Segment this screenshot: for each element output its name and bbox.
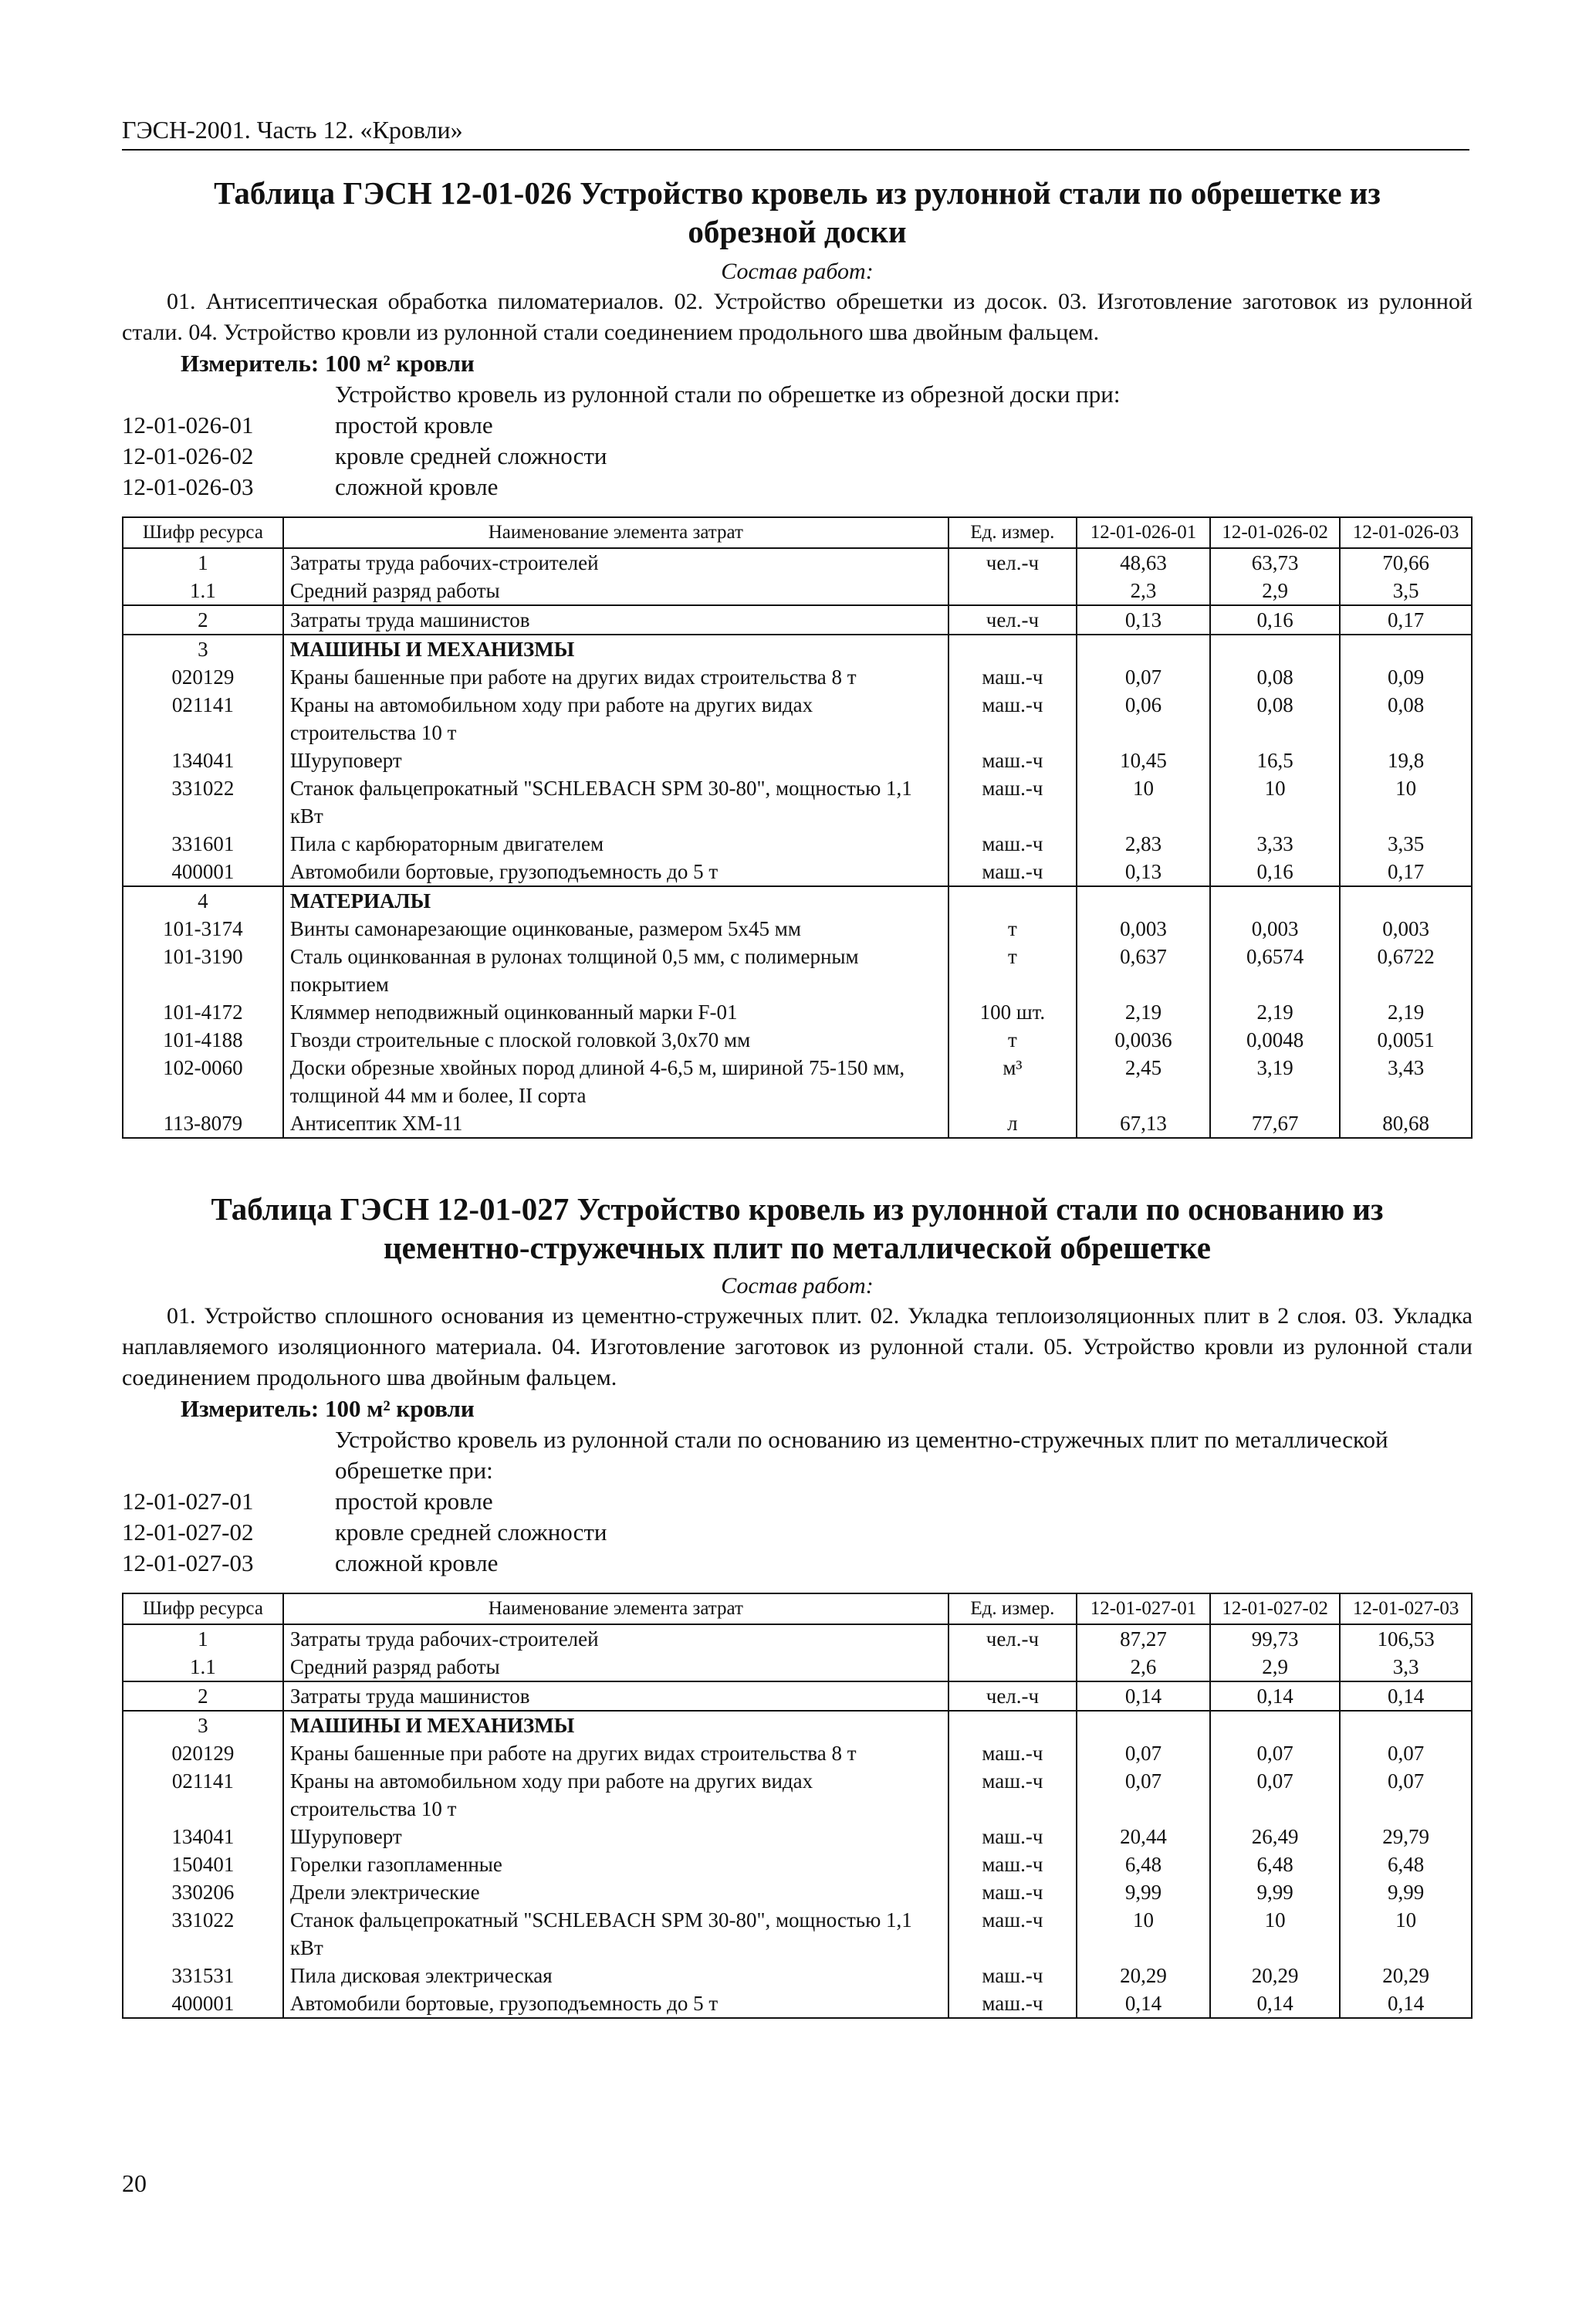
composition-label: Состав работ: — [721, 259, 874, 284]
col-header-unit: Ед. измер. — [948, 1593, 1077, 1624]
cell-resource-code: 1.1 — [123, 1653, 283, 1681]
cell-variant-2: 0,08 — [1210, 663, 1340, 691]
variant-item — [122, 410, 1473, 441]
document-page — [122, 116, 1473, 2019]
cell-variant-1: 0,13 — [1077, 605, 1210, 635]
cell-variant-3: 2,19 — [1340, 998, 1472, 1026]
cell-variant-2 — [1210, 635, 1340, 663]
cell-resource-code: 134041 — [123, 1823, 283, 1850]
cell-resource-code: 1 — [123, 1624, 283, 1653]
cell-variant-3 — [1340, 635, 1472, 663]
col-header-variant-1: 12-01-027-01 — [1077, 1593, 1210, 1624]
variant-label: кровле средней сложности — [335, 442, 607, 469]
col-header-name: Наименование элемента затрат — [283, 517, 948, 548]
variant-item — [122, 472, 1473, 503]
variant-list — [122, 410, 1473, 503]
cell-resource-code: 101-4188 — [123, 1026, 283, 1054]
table-row — [123, 1823, 1472, 1850]
table-row — [123, 1653, 1472, 1681]
table-row — [123, 747, 1472, 774]
table-row — [123, 663, 1472, 691]
cell-resource-code: 1.1 — [123, 577, 283, 605]
running-header: ГЭСН-2001. Часть 12. «Кровли» — [122, 116, 1469, 151]
cell-cost-element: МАШИНЫ И МЕХАНИЗМЫ — [283, 1711, 948, 1739]
variant-item — [122, 1486, 1473, 1517]
cell-variant-3: 0,14 — [1340, 1681, 1472, 1711]
section-title — [122, 1190, 1473, 1267]
cell-variant-3: 0,0051 — [1340, 1026, 1472, 1054]
cell-variant-1: 10,45 — [1077, 747, 1210, 774]
cell-variant-1: 0,13 — [1077, 858, 1210, 886]
cell-unit: маш.-ч — [948, 858, 1077, 886]
cell-variant-2: 6,48 — [1210, 1850, 1340, 1878]
variant-code: 12-01-026-01 — [122, 411, 254, 438]
cell-cost-element: МАТЕРИАЛЫ — [283, 886, 948, 915]
cell-resource-code: 3 — [123, 1711, 283, 1739]
cell-variant-1: 20,29 — [1077, 1962, 1210, 1989]
meter: Измеритель: 100 м² кровли — [181, 1395, 475, 1422]
composition-text: 01. Антисептическая обработка пиломатериалов. 02. Устройство обрешетки из досок. 03. Изготовление заготовок из рулонной стали. 04. Устройство кровли из рулонной стали соединением продольного шва двойным фальцем. — [122, 289, 1473, 345]
table-row — [123, 915, 1472, 943]
table-header-row — [123, 517, 1472, 548]
cell-variant-2: 20,29 — [1210, 1962, 1340, 1989]
cell-unit — [948, 635, 1077, 663]
variant-item — [122, 441, 1473, 472]
col-header-variant-1: 12-01-026-01 — [1077, 517, 1210, 548]
section-title-line1: Таблица ГЭСН 12-01-027 Устройство кровель из рулонной стали по основанию из — [211, 1191, 1384, 1227]
table-row — [123, 1962, 1472, 1989]
table-row — [123, 1878, 1472, 1906]
cell-resource-code: 101-4172 — [123, 998, 283, 1026]
cell-variant-2: 2,19 — [1210, 998, 1340, 1026]
cell-cost-element: Средний разряд работы — [283, 577, 948, 605]
col-header-variant-3: 12-01-026-03 — [1340, 517, 1472, 548]
cell-variant-2: 0,6574 — [1210, 943, 1340, 998]
cell-resource-code: 331601 — [123, 830, 283, 858]
meter: Измеритель: 100 м² кровли — [181, 350, 475, 377]
section-title-line2: обрезной доски — [688, 214, 907, 249]
cell-variant-3: 0,14 — [1340, 1989, 1472, 2018]
cell-cost-element: Кляммер неподвижный оцинкованный марки F-01 — [283, 998, 948, 1026]
cell-variant-3 — [1340, 886, 1472, 915]
cell-variant-3: 70,66 — [1340, 548, 1472, 577]
cell-variant-3: 3,35 — [1340, 830, 1472, 858]
cell-variant-2: 63,73 — [1210, 548, 1340, 577]
cell-unit: т — [948, 1026, 1077, 1054]
cell-variant-2: 99,73 — [1210, 1624, 1340, 1653]
table-row — [123, 830, 1472, 858]
cell-unit: т — [948, 915, 1077, 943]
cell-unit: маш.-ч — [948, 747, 1077, 774]
cell-variant-1: 2,45 — [1077, 1054, 1210, 1109]
table-header-row — [123, 1593, 1472, 1624]
table-row — [123, 1989, 1472, 2018]
table-row — [123, 548, 1472, 577]
table-group-row — [123, 886, 1472, 915]
col-header-name: Наименование элемента затрат — [283, 1593, 948, 1624]
variant-label: простой кровле — [335, 1488, 493, 1515]
cell-variant-1: 2,3 — [1077, 577, 1210, 605]
variants-intro: Устройство кровель из рулонной стали по обрешетке из обрезной доски при: — [335, 381, 1121, 408]
cell-variant-3: 0,07 — [1340, 1739, 1472, 1767]
cell-cost-element: Шуруповерт — [283, 747, 948, 774]
cell-variant-2: 0,08 — [1210, 691, 1340, 747]
cell-cost-element: Автомобили бортовые, грузоподъемность до 5 т — [283, 1989, 948, 2018]
variant-code: 12-01-027-01 — [122, 1488, 254, 1515]
cell-unit — [948, 1711, 1077, 1739]
cell-variant-1: 0,06 — [1077, 691, 1210, 747]
cell-unit: чел.-ч — [948, 548, 1077, 577]
col-header-variant-2: 12-01-026-02 — [1210, 517, 1340, 548]
cell-cost-element: Краны башенные при работе на других видах строительства 8 т — [283, 1739, 948, 1767]
table-row — [123, 1026, 1472, 1054]
cell-variant-1: 2,6 — [1077, 1653, 1210, 1681]
cell-cost-element: Гвозди строительные с плоской головкой 3,0х70 мм — [283, 1026, 948, 1054]
cell-variant-2: 0,0048 — [1210, 1026, 1340, 1054]
table-row — [123, 1906, 1472, 1962]
cell-unit: чел.-ч — [948, 605, 1077, 635]
cell-resource-code: 330206 — [123, 1878, 283, 1906]
cell-variant-1 — [1077, 1711, 1210, 1739]
cell-variant-1: 0,0036 — [1077, 1026, 1210, 1054]
cell-variant-2: 10 — [1210, 1906, 1340, 1962]
table-row — [123, 577, 1472, 605]
col-header-unit: Ед. измер. — [948, 517, 1077, 548]
cell-cost-element: Краны на автомобильном ходу при работе на других видах строительства 10 т — [283, 1767, 948, 1823]
cell-variant-3: 0,6722 — [1340, 943, 1472, 998]
cell-variant-3: 0,07 — [1340, 1767, 1472, 1823]
cell-variant-1: 0,14 — [1077, 1681, 1210, 1711]
cell-unit: маш.-ч — [948, 774, 1077, 830]
cell-cost-element: Средний разряд работы — [283, 1653, 948, 1681]
table-row — [123, 1850, 1472, 1878]
cell-variant-2: 0,07 — [1210, 1767, 1340, 1823]
cell-variant-2: 9,99 — [1210, 1878, 1340, 1906]
table-group-row — [123, 1711, 1472, 1739]
cell-cost-element: Краны на автомобильном ходу при работе на других видах строительства 10 т — [283, 691, 948, 747]
col-header-code: Шифр ресурса — [123, 517, 283, 548]
section-title-line2: цементно-стружечных плит по металлической обрешетке — [384, 1230, 1211, 1265]
cell-variant-1: 0,07 — [1077, 663, 1210, 691]
cell-variant-2: 2,9 — [1210, 577, 1340, 605]
norms-table — [122, 516, 1473, 1139]
variant-code: 12-01-026-02 — [122, 442, 254, 469]
cell-cost-element: Затраты труда рабочих-строителей — [283, 548, 948, 577]
variant-label: сложной кровле — [335, 1549, 499, 1576]
cell-cost-element: Автомобили бортовые, грузоподъемность до 5 т — [283, 858, 948, 886]
cell-resource-code: 331531 — [123, 1962, 283, 1989]
col-header-variant-2: 12-01-027-02 — [1210, 1593, 1340, 1624]
cell-variant-3: 0,17 — [1340, 605, 1472, 635]
cell-resource-code: 020129 — [123, 1739, 283, 1767]
cell-resource-code: 2 — [123, 605, 283, 635]
section-title-line1: Таблица ГЭСН 12-01-026 Устройство кровель из рулонной стали по обрешетке из — [214, 175, 1381, 211]
cell-variant-1: 6,48 — [1077, 1850, 1210, 1878]
cell-resource-code: 331022 — [123, 1906, 283, 1962]
cell-resource-code: 134041 — [123, 747, 283, 774]
cell-unit: т — [948, 943, 1077, 998]
cell-cost-element: МАШИНЫ И МЕХАНИЗМЫ — [283, 635, 948, 663]
cell-variant-1: 48,63 — [1077, 548, 1210, 577]
cell-unit: маш.-ч — [948, 1878, 1077, 1906]
table-row — [123, 605, 1472, 635]
cell-variant-2: 2,9 — [1210, 1653, 1340, 1681]
cell-variant-2: 0,16 — [1210, 605, 1340, 635]
cell-variant-2 — [1210, 1711, 1340, 1739]
table-row — [123, 858, 1472, 886]
cell-variant-1: 10 — [1077, 774, 1210, 830]
variant-label: простой кровле — [335, 411, 493, 438]
table-row — [123, 1681, 1472, 1711]
table-row — [123, 943, 1472, 998]
variant-item — [122, 1517, 1473, 1548]
cell-variant-3: 19,8 — [1340, 747, 1472, 774]
cell-variant-3: 0,17 — [1340, 858, 1472, 886]
cell-variant-2: 77,67 — [1210, 1109, 1340, 1138]
cell-unit: 100 шт. — [948, 998, 1077, 1026]
cell-resource-code: 400001 — [123, 1989, 283, 2018]
cell-cost-element: Станок фальцепрокатный "SCHLEBACH SPM 30-80", мощностью 1,1 кВт — [283, 774, 948, 830]
cell-resource-code: 4 — [123, 886, 283, 915]
col-header-variant-3: 12-01-027-03 — [1340, 1593, 1472, 1624]
cell-unit: маш.-ч — [948, 663, 1077, 691]
cell-resource-code: 020129 — [123, 663, 283, 691]
table-row — [123, 1109, 1472, 1138]
cell-variant-2: 10 — [1210, 774, 1340, 830]
cell-unit — [948, 577, 1077, 605]
cell-variant-2: 0,14 — [1210, 1989, 1340, 2018]
variant-label: кровле средней сложности — [335, 1519, 607, 1546]
cell-unit — [948, 1653, 1077, 1681]
table-row — [123, 1624, 1472, 1653]
cell-variant-1: 0,07 — [1077, 1767, 1210, 1823]
variant-code: 12-01-027-02 — [122, 1519, 254, 1546]
cell-unit — [948, 886, 1077, 915]
cell-variant-1: 67,13 — [1077, 1109, 1210, 1138]
cell-unit: чел.-ч — [948, 1681, 1077, 1711]
cell-resource-code: 021141 — [123, 1767, 283, 1823]
section-12-01-027 — [122, 1190, 1473, 2019]
cell-variant-1: 0,003 — [1077, 915, 1210, 943]
cell-variant-3: 29,79 — [1340, 1823, 1472, 1850]
cell-variant-3 — [1340, 1711, 1472, 1739]
cell-cost-element: Пила дисковая электрическая — [283, 1962, 948, 1989]
table-row — [123, 1054, 1472, 1109]
cell-resource-code: 150401 — [123, 1850, 283, 1878]
cell-unit: маш.-ч — [948, 1850, 1077, 1878]
cell-variant-3: 106,53 — [1340, 1624, 1472, 1653]
cell-variant-2 — [1210, 886, 1340, 915]
cell-variant-2: 3,33 — [1210, 830, 1340, 858]
cell-variant-1: 0,637 — [1077, 943, 1210, 998]
variant-list — [122, 1486, 1473, 1579]
cell-variant-1: 2,83 — [1077, 830, 1210, 858]
cell-variant-1: 10 — [1077, 1906, 1210, 1962]
cell-variant-3: 0,08 — [1340, 691, 1472, 747]
cell-variant-3: 20,29 — [1340, 1962, 1472, 1989]
cell-variant-1 — [1077, 635, 1210, 663]
variant-label: сложной кровле — [335, 473, 499, 500]
cell-resource-code: 101-3190 — [123, 943, 283, 998]
composition-text: 01. Устройство сплошного основания из цементно-стружечных плит. 02. Укладка теплоизоляционных плит в 2 слоя. 03. Укладка наплавляемого изоляционного материала. 04. Изготовление заготовок из рулонной стали. 05. Устройство кровли из рулонной стали соединением продольного шва двойным фальцем. — [122, 1303, 1473, 1390]
cell-variant-3: 80,68 — [1340, 1109, 1472, 1138]
composition-label: Состав работ: — [721, 1273, 874, 1299]
cell-variant-1: 2,19 — [1077, 998, 1210, 1026]
cell-variant-2: 0,07 — [1210, 1739, 1340, 1767]
cell-unit: маш.-ч — [948, 1906, 1077, 1962]
cell-resource-code: 331022 — [123, 774, 283, 830]
cell-cost-element: Затраты труда машинистов — [283, 1681, 948, 1711]
cell-cost-element: Затраты труда рабочих-строителей — [283, 1624, 948, 1653]
cell-cost-element: Винты самонарезающие оцинкованые, размером 5х45 мм — [283, 915, 948, 943]
cell-cost-element: Дрели электрические — [283, 1878, 948, 1906]
variant-code: 12-01-026-03 — [122, 473, 254, 500]
table-row — [123, 1767, 1472, 1823]
cell-cost-element: Пила с карбюраторным двигателем — [283, 830, 948, 858]
cell-variant-2: 3,19 — [1210, 1054, 1340, 1109]
cell-cost-element: Краны башенные при работе на других видах строительства 8 т — [283, 663, 948, 691]
cell-variant-2: 0,14 — [1210, 1681, 1340, 1711]
table-row — [123, 998, 1472, 1026]
cell-resource-code: 021141 — [123, 691, 283, 747]
cell-unit: маш.-ч — [948, 691, 1077, 747]
cell-resource-code: 400001 — [123, 858, 283, 886]
section-title — [122, 174, 1473, 251]
cell-variant-1: 0,07 — [1077, 1739, 1210, 1767]
cell-variant-2: 16,5 — [1210, 747, 1340, 774]
cell-variant-3: 6,48 — [1340, 1850, 1472, 1878]
table-group-row — [123, 635, 1472, 663]
page-number: 20 — [122, 2169, 147, 2197]
cell-unit: м³ — [948, 1054, 1077, 1109]
cell-variant-3: 9,99 — [1340, 1878, 1472, 1906]
cell-cost-element: Затраты труда машинистов — [283, 605, 948, 635]
cell-variant-3: 10 — [1340, 1906, 1472, 1962]
cell-resource-code: 102-0060 — [123, 1054, 283, 1109]
col-header-code: Шифр ресурса — [123, 1593, 283, 1624]
table-row — [123, 774, 1472, 830]
cell-variant-1: 20,44 — [1077, 1823, 1210, 1850]
cell-cost-element: Станок фальцепрокатный "SCHLEBACH SPM 30-80", мощностью 1,1 кВт — [283, 1906, 948, 1962]
cell-variant-3: 0,003 — [1340, 915, 1472, 943]
cell-unit: маш.-ч — [948, 1962, 1077, 1989]
cell-cost-element: Шуруповерт — [283, 1823, 948, 1850]
cell-resource-code: 101-3174 — [123, 915, 283, 943]
cell-cost-element: Сталь оцинкованная в рулонах толщиной 0,5 мм, с полимерным покрытием — [283, 943, 948, 998]
cell-variant-3: 3,3 — [1340, 1653, 1472, 1681]
cell-variant-1: 87,27 — [1077, 1624, 1210, 1653]
cell-cost-element: Антисептик ХМ-11 — [283, 1109, 948, 1138]
cell-cost-element: Доски обрезные хвойных пород длиной 4-6,5 м, шириной 75-150 мм, толщиной 44 мм и более, II сорта — [283, 1054, 948, 1109]
cell-variant-3: 10 — [1340, 774, 1472, 830]
cell-variant-2: 0,16 — [1210, 858, 1340, 886]
variant-item — [122, 1548, 1473, 1579]
cell-unit: маш.-ч — [948, 1767, 1077, 1823]
variants-intro: Устройство кровель из рулонной стали по основанию из цементно-стружечных плит по металлической обрешетке при: — [335, 1426, 1388, 1484]
cell-unit: чел.-ч — [948, 1624, 1077, 1653]
table-row — [123, 691, 1472, 747]
cell-resource-code: 3 — [123, 635, 283, 663]
section-12-01-026 — [122, 174, 1473, 1139]
cell-resource-code: 113-8079 — [123, 1109, 283, 1138]
cell-unit: маш.-ч — [948, 830, 1077, 858]
norms-table — [122, 1593, 1473, 2019]
cell-variant-1: 0,14 — [1077, 1989, 1210, 2018]
cell-variant-3: 3,43 — [1340, 1054, 1472, 1109]
cell-unit: маш.-ч — [948, 1989, 1077, 2018]
cell-variant-3: 3,5 — [1340, 577, 1472, 605]
cell-unit: л — [948, 1109, 1077, 1138]
cell-resource-code: 1 — [123, 548, 283, 577]
cell-variant-2: 0,003 — [1210, 915, 1340, 943]
cell-cost-element: Горелки газопламенные — [283, 1850, 948, 1878]
cell-variant-3: 0,09 — [1340, 663, 1472, 691]
variant-code: 12-01-027-03 — [122, 1549, 254, 1576]
cell-variant-2: 26,49 — [1210, 1823, 1340, 1850]
table-row — [123, 1739, 1472, 1767]
cell-variant-1: 9,99 — [1077, 1878, 1210, 1906]
cell-variant-1 — [1077, 886, 1210, 915]
cell-resource-code: 2 — [123, 1681, 283, 1711]
cell-unit: маш.-ч — [948, 1823, 1077, 1850]
cell-unit: маш.-ч — [948, 1739, 1077, 1767]
